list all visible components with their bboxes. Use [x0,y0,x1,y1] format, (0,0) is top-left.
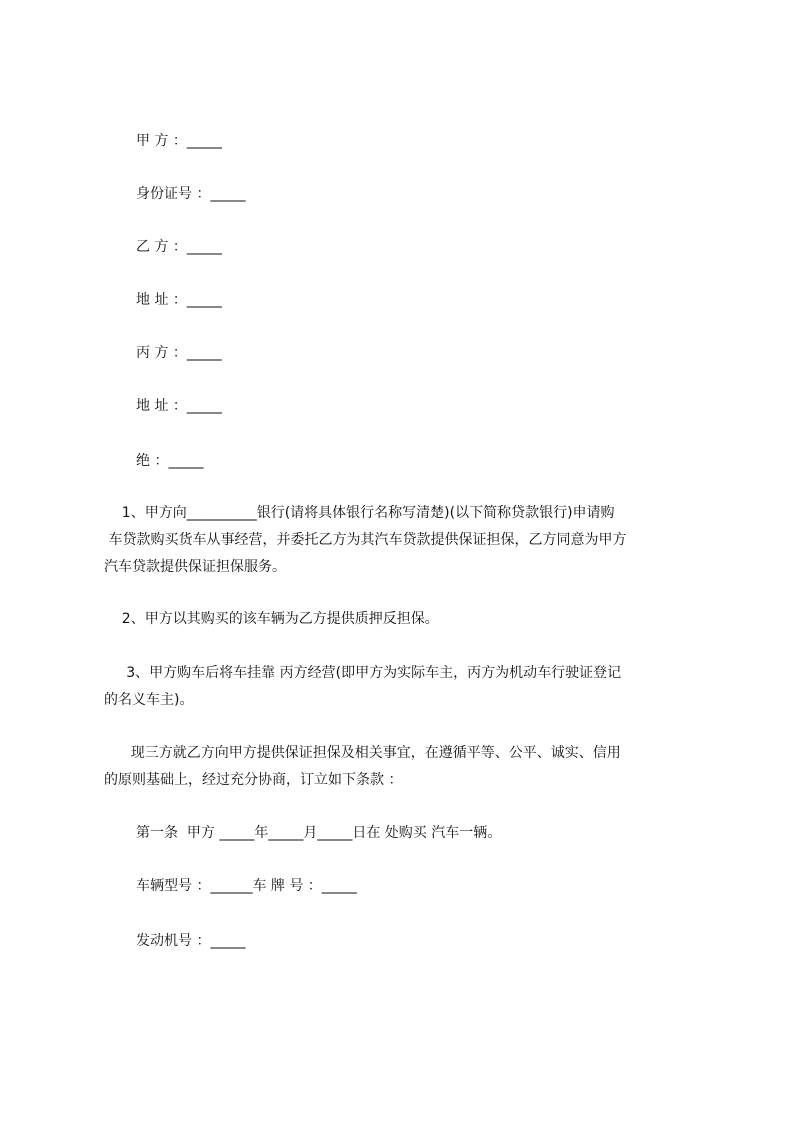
clause-3 [104,660,704,714]
vehicle-model-field: 车辆型号 ：______车 牌 号 ：_____ [136,878,357,894]
intro-line-2: 的原则基础上，经过充分协商，订立如下条款 ： [104,772,403,788]
jue-field: 绝 ：_____ [136,453,204,469]
clause-1 [104,500,704,581]
clause-2-line-1: 2、甲方以其购买的该车辆为乙方提供质押反担保。 [104,611,439,627]
clause-1-line-3: 汽车贷款提供保证担保服务。 [104,559,286,575]
intro-paragraph [104,740,704,794]
clause-2 [104,606,704,633]
intro-line-1: 现三方就乙方向甲方提供保证担保及相关事宜，在遵循平等、公平、诚实、信用 [104,745,621,761]
article-1: 第一条 甲方 _____年_____月_____日在 处购买 汽车一辆。 [136,825,502,841]
clause-3-line-2: 的名义车主)。 [104,692,194,708]
clause-3-line-1: 3、甲方购车后将车挂靠 丙方经营(即甲方为实际车主，丙方为机动车行驶证登记 [104,665,622,681]
party-c-field: 丙 方 ：_____ [136,345,222,361]
id-number-field: 身份证号 ：_____ [136,186,246,202]
party-b-address-field: 地 址 ：_____ [136,292,222,308]
clause-1-line-1: 1、甲方向__________银行(请将具体银行名称写清楚)(以下简称贷款银行)申请购 [104,505,615,521]
party-a-field: 甲 方 ：_____ [136,133,222,149]
party-b-field: 乙 方 ：_____ [136,239,222,255]
clause-1-line-2: 车贷款购买货车从事经营，并委托乙方为其汽车贷款提供保证担保，乙方同意为甲方 [104,532,627,548]
engine-number-field: 发动机号 ：_____ [136,933,246,949]
party-c-address-field: 地 址 ：_____ [136,398,222,414]
